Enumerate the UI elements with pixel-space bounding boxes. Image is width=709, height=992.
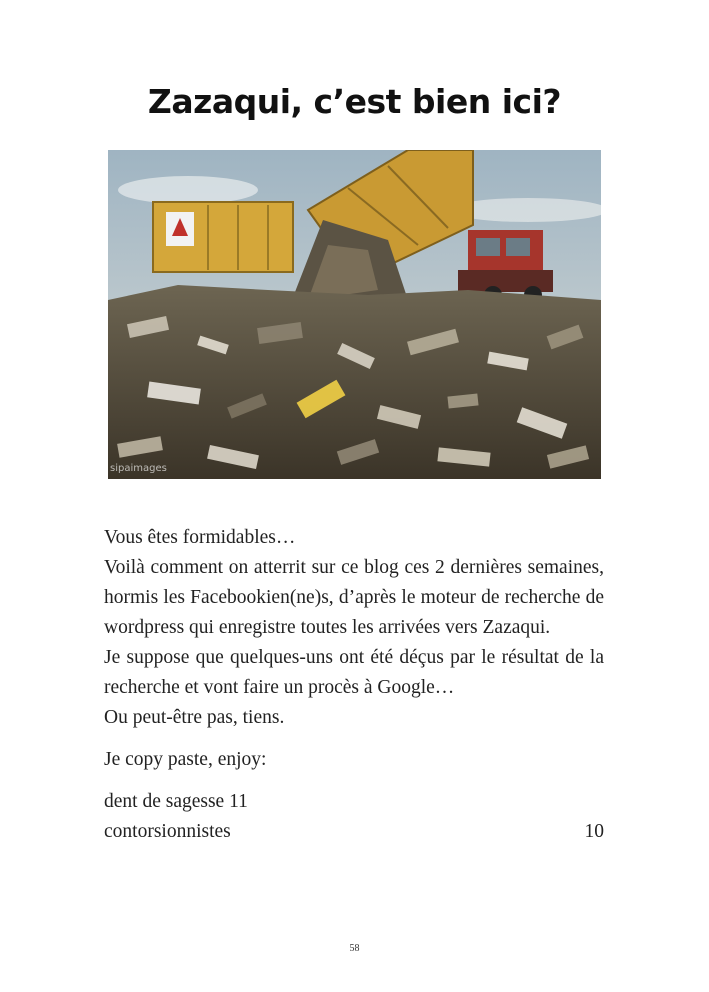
paragraph-search-stats: Voilà comment on atterrit sur ce blog ces 2 dernières semaines, hormis les Facebookien(ne)s, d’après le moteur de recherche de wordpress qui enregistre toutes les arrivées vers Zazaqui. bbox=[104, 557, 604, 638]
keyword-row bbox=[104, 817, 604, 847]
page-title: Zazaqui, c’est bien ici? bbox=[147, 82, 562, 121]
page-number: 58 bbox=[349, 943, 360, 954]
keyword-term: dent de sagesse bbox=[104, 791, 225, 812]
keyword-list bbox=[104, 787, 604, 847]
keyword-count: 11 bbox=[229, 791, 248, 812]
paragraph-disappointed: Je suppose que quelques-uns ont été déçus par le résultat de la recherche et vont faire un procès à Google… bbox=[104, 647, 604, 698]
paragraph-intro: Vous êtes formidables… bbox=[104, 527, 296, 548]
keyword-row bbox=[104, 787, 604, 817]
keyword-term: contorsionnistes bbox=[104, 821, 231, 842]
paragraph-maybe-not: Ou peut-être pas, tiens. bbox=[104, 707, 285, 728]
keyword-count: 10 bbox=[584, 821, 604, 842]
photo-watermark: sipaimages bbox=[110, 463, 167, 474]
paragraph-copy-paste: Je copy paste, enjoy: bbox=[104, 749, 267, 770]
landfill-photo bbox=[108, 150, 601, 479]
article-body bbox=[104, 523, 604, 847]
